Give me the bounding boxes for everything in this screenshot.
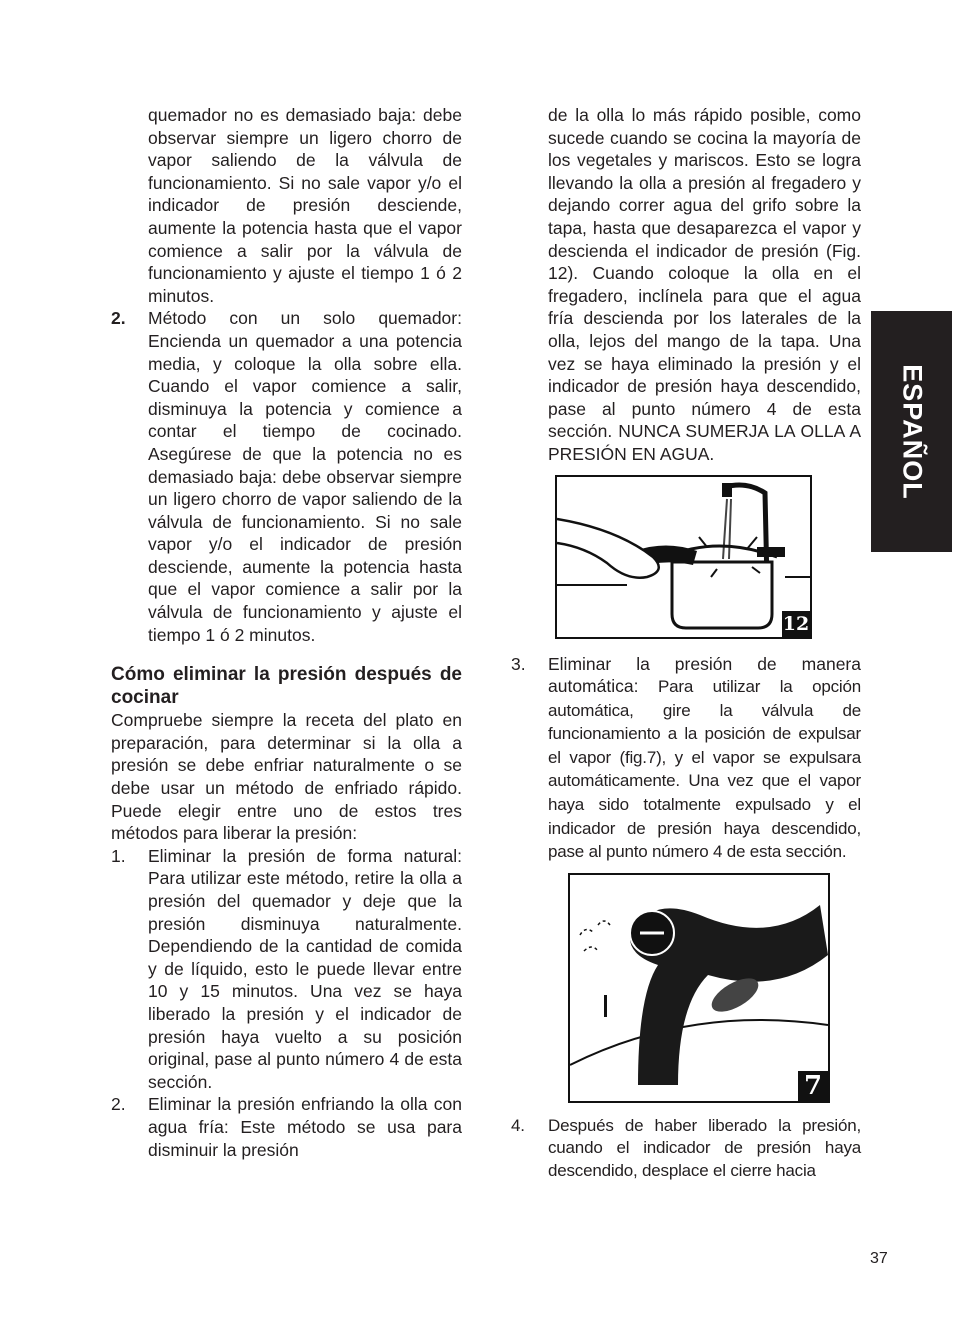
right-column	[511, 104, 861, 1183]
figure-7-valve-illustration	[568, 873, 830, 1103]
list-item-title: Eliminar la presión de forma natural:	[148, 845, 462, 866]
list-number: 3.	[511, 653, 526, 674]
list-number: 4.	[511, 1115, 525, 1135]
list-item-cold-water-release	[111, 1093, 462, 1161]
figure-number-badge: 7	[798, 1071, 828, 1101]
list-number: 1.	[111, 845, 126, 866]
list-item-text: Este método se usa para disminuir la presión	[148, 1116, 462, 1160]
faucet-pot-drawing	[557, 477, 810, 637]
continuation-paragraph: quemador no es demasiado baja: debe observar siempre un ligero chorro de vapor saliendo de la válvula de funcionamiento. Si no sale vapor y/o el indicador de presión desciende, aumente la potencia hasta que el vapor comience a salir por la válvula de funcionamiento y ajuste el tiempo 1 ó 2 minutos.	[148, 105, 462, 306]
list-item-automatic-release	[511, 653, 861, 864]
list-item-title: Eliminar la presión de manera automática:	[548, 653, 861, 697]
list-item-text: Para utilizar este método, retire la olla a presión del quemador y deje que la presión disminuya naturalmente. Dependiendo de la cantidad de comida y de líquido, esto le puede llevar entre 10 y 15 minutos. Una vez se haya liberado la presión y el indicador de presión haya vuelto a su posición original, pase al punto número 4 de esta sección.	[148, 868, 462, 1092]
intro-paragraph: Compruebe siempre la receta del plato en preparación, para determinar si la olla a presión se debe enfriar naturalmente o se debe usar un método de enfriado rápido. Puede elegir entre uno de estos tres métodos para liberar la presión:	[111, 710, 462, 844]
list-item-text: Método con un solo quemador: Encienda un quemador a una potencia media, y coloque la olla sobre ella. Cuando el vapor comience a salir, disminuya la potencia y comience a contar el tiempo de cocinado. Asegúrese de que la potencia no es demasiado baja: debe observar siempre un ligero chorro de vapor saliendo de la válvula de funcionamiento. Si no sale vapor y/o el indicador de presión desciende, aumente la potencia hasta que el vapor comience a salir por la válvula de funcionamiento y ajuste el tiempo 1 ó 2 minutos.	[148, 308, 462, 645]
list-item-single-burner	[111, 307, 462, 646]
list-number: 2.	[111, 1094, 126, 1115]
list-item-text: Para utilizar la opción automática, gire la válvula de funcionamiento a la posición de expulsar el vapor (fig.7), y el vapor se expulsara automáticamente. Una vez que el vapor haya sido totalmente expulsado y el indicador de presión haya descendido, pase al punto número 4 de esta sección.	[548, 677, 861, 862]
valve-handle-drawing	[570, 875, 828, 1101]
figure-12-faucet-illustration	[555, 475, 812, 639]
list-item-text: Después de haber liberado la presión, cuando el indicador de presión haya descendido, desplace el cierre hacia	[548, 1115, 861, 1181]
list-item-title: Eliminar la presión enfriando la olla con agua fría:	[148, 1094, 462, 1137]
left-column	[111, 104, 462, 1161]
language-side-tab	[871, 311, 952, 552]
section-heading: Cómo eliminar la presión después de cocinar	[111, 664, 462, 709]
list-item-after-release	[511, 1115, 861, 1183]
figure-number-badge: 12	[782, 612, 810, 635]
continuation-paragraph: de la olla lo más rápido posible, como sucede cuando se cocina la mayoría de los vegetales y mariscos. Esto se logra llevando la olla a presión al fregadero y dejando correr agua del grifo sobre la tapa, hasta que desaparezca el vapor y descienda el indicador de presión (Fig. 12). Cuando coloque la olla en el fregadero, inclínela para que el agua fría descienda por los laterales de la olla, lejos del mango de la tapa. Una vez se haya eliminado la presión y el indicador de presión haya descendido, pase al punto número 4 de esta sección. NUNCA SUMERJA LA OLLA A PRESIÓN EN AGUA.	[548, 105, 861, 464]
language-label: ESPAÑOL	[897, 363, 927, 500]
list-number: 2.	[111, 308, 126, 329]
page-number: 37	[870, 1250, 888, 1267]
list-item-natural-release	[111, 845, 462, 1094]
